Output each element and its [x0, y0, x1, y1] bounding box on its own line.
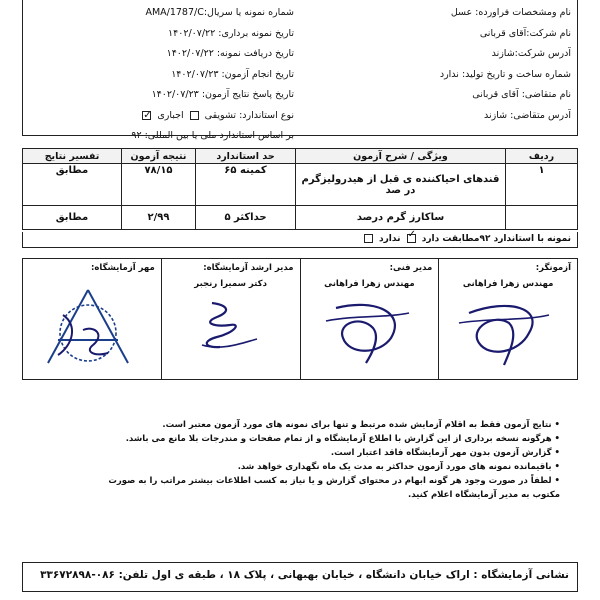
standard-type-label: نوع استاندارد: [239, 109, 294, 121]
receipt-date: تاریخ دریافت نمونه: ۱۴۰۲/۰۷/۲۲ [166, 48, 294, 59]
table-row [23, 206, 578, 230]
info-left-column [23, 0, 300, 141]
list-item: • لطفاً در صورت وجود هر گونه ابهام در محتوای گزارش و یا نیاز به کسب اطلاعات بیشتر مراتب را به صورت مکتوب به مدیر آزمایشگاه اعلام کنید. [90, 474, 560, 502]
test-result: ۲/۹۹ [122, 206, 196, 230]
signature-role: مدیر ارشد آزمایشگاه: [203, 263, 294, 273]
signature-name: دکتر سمیرا رنجبر [194, 279, 267, 289]
standard-limit: حداکثر ۵ [196, 206, 296, 230]
signature-name: مهندس زهرا فراهانی [324, 279, 415, 289]
batch-and-production-date: شماره ساخت و تاریخ تولید: ندارد [439, 68, 571, 80]
list-item: • نتایج آزمون فقط به اقلام آزمایش شده مرتبط و تنها برای نمونه های مورد آزمون معتبر است. [90, 418, 560, 432]
lab-address-footer: نشانی آزمایشگاه : اراک خیابان دانشگاه ، خیابان بهبهانی ، پلاک ۱۸ ، طبقه ی اول تلفن: ۰۸۶-۳۳۶۷۲۸۹۸ [22, 562, 578, 592]
results-table [22, 148, 578, 230]
not-conforms-label: ندارد [378, 234, 401, 244]
report-notes [90, 418, 560, 502]
test-description: قندهای احیاکننده ی قبل از هیدرولیزگرم در صد [296, 164, 506, 206]
col-test-description: ویژگی / شرح آزمون [296, 149, 506, 164]
company-name: نام شرکت:آقای قربانی [479, 27, 571, 39]
sample-info-panel [22, 0, 578, 141]
test-result: ۷۸/۱۵ [122, 164, 196, 206]
col-test-result: نتیجه آزمون [122, 149, 196, 164]
signature-role: آزمونگر: [535, 263, 571, 273]
test-description: ساکارز گرم درصد [296, 206, 506, 230]
interpretation: مطابق [23, 164, 122, 206]
handwritten-signature [172, 293, 282, 368]
signature-tester [438, 259, 577, 379]
mandatory-checkbox[interactable] [142, 111, 151, 120]
standard-type [29, 106, 294, 127]
signature-lab-stamp [23, 259, 161, 379]
signature-name: مهندس زهرا فراهانی [462, 279, 554, 289]
info-right-column [300, 0, 577, 135]
list-item: • هرگونه نسخه برداری از این گزارش با اطلاع آزمایشگاه و از تمام صفحات و مندرجات بلا مانع می باشد. [90, 432, 560, 446]
applicant-address: آدرس متقاضی: شازند [483, 109, 571, 121]
company-address: آدرس شرکت:شازند [491, 48, 571, 59]
standard-limit: کمینه ۶۵ [196, 164, 296, 206]
col-standard-limit: حد استاندارد [196, 149, 296, 164]
response-date: تاریخ پاسخ نتایج آزمون: ۱۴۰۲/۰۷/۲۳ [151, 89, 294, 100]
product-name: نام ومشخصات فراورده: عسل [450, 7, 571, 18]
col-row-number: ردیف [506, 149, 578, 164]
mandatory-label: اجباری [157, 109, 184, 121]
signature-senior-manager [161, 259, 300, 379]
conforms-checkbox[interactable] [407, 234, 416, 243]
signature-role: مدیر فنی: [389, 263, 433, 273]
encouraging-checkbox[interactable] [190, 111, 199, 120]
sample-serial: شماره نمونه یا سریال:AMA/1787/C [145, 7, 294, 18]
col-interpretation: تفسیر نتایج [23, 149, 122, 164]
row-number [506, 206, 578, 230]
encouraging-label: تشویقی [204, 109, 237, 121]
test-date: تاریخ انجام آزمون: ۱۴۰۲/۰۷/۲۳ [171, 68, 294, 80]
sampling-date: تاریخ نمونه برداری: ۱۴۰۲/۰۷/۲۲ [168, 27, 294, 39]
not-conforms-checkbox[interactable] [364, 234, 373, 243]
table-row [23, 164, 578, 206]
row-number: ۱ [506, 164, 578, 206]
interpretation: مطابق [23, 206, 122, 230]
applicant-name: نام متقاضی: آقای قربانی [472, 89, 571, 100]
results-header-row [23, 149, 578, 164]
standard-basis: بر اساس استاندارد ملی یا بین المللی: ۹۲ [131, 130, 294, 141]
conformity-text: نمونه با استاندارد ۹۲مطابقت دارد [421, 234, 571, 244]
conformity-note [22, 232, 578, 248]
signature-role: مهر آزمایشگاه: [90, 263, 155, 273]
lab-stamp-seal [33, 285, 143, 367]
list-item: • باقیمانده نمونه های مورد آزمون حداکثر به مدت یک ماه نگهداری خواهد شد. [90, 460, 560, 474]
handwritten-signature [311, 293, 421, 368]
signature-technical-manager [300, 259, 439, 379]
handwritten-signature [449, 293, 559, 368]
list-item: • گزارش آزمون بدون مهر آزمایشگاه فاقد اعتبار است. [90, 446, 560, 460]
signatures-panel [22, 258, 578, 380]
